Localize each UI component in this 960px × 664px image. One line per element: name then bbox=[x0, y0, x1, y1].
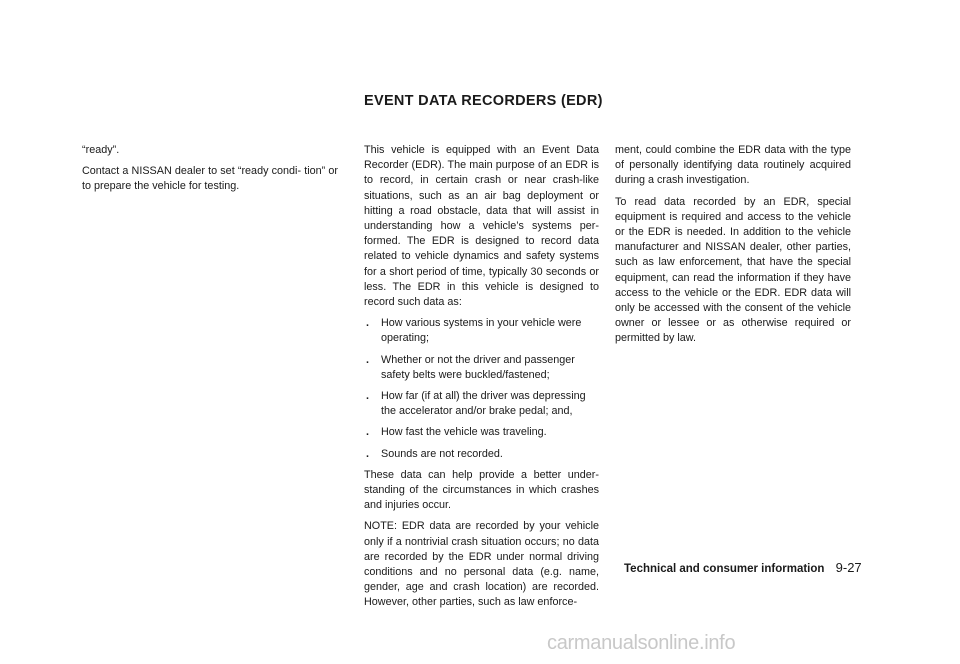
paragraph-note: NOTE: EDR data are recorded by your vehicle only if a nontrivial crash situation occurs; no data are recorded by the EDR under normal driving conditions and no personal data (e.g. name, gender, age and crash location) are recorded. However, other parties, such as law enforce- bbox=[364, 520, 599, 609]
paragraph: To read data recorded by an EDR, special equipment is required and access to the vehicle or the EDR is needed. In addition to the vehicle manufacturer and NISSAN dealer, other parties, such as law enforcement, that have the special equipment, can read the information if they have access to the vehicle or the EDR. EDR data will only be accessed with the consent of the vehicle owner or lessee or as otherwise required or permitted by law. bbox=[615, 195, 851, 345]
list-item: . Whether or not the driver and passenger safety belts were buckled/fastened; bbox=[366, 353, 575, 381]
page-footer bbox=[624, 560, 862, 575]
section-heading: EVENT DATA RECORDERS (EDR) bbox=[364, 93, 603, 109]
bullet-icon: . bbox=[366, 447, 369, 460]
bullet-icon: . bbox=[366, 317, 369, 330]
column-right bbox=[615, 143, 851, 353]
paragraph: Contact a NISSAN dealer to set “ready condi- tion” or to prepare the vehicle for testing. bbox=[82, 165, 338, 193]
page-number: 9-27 bbox=[835, 560, 862, 575]
list-item: . How fast the vehicle was traveling. bbox=[364, 425, 599, 440]
bullet-icon: . bbox=[366, 353, 369, 366]
paragraph-intro: This vehicle is equipped with an Event Data Recorder (EDR). The main purpose of an EDR is to record, in certain crash or near crash-like situations, such as an air bag deployment or hitting a road obstacle, data that will assist in understanding how a vehicle’s systems per- formed. The EDR is designed to record data related to vehicle dynamics and safety systems for a short period of time, typically 30 seconds or less. The EDR in this vehicle is designed to record such data as: bbox=[364, 144, 599, 309]
list-item: . Sounds are not recorded. bbox=[364, 447, 599, 462]
bullet-list bbox=[364, 316, 599, 462]
watermark: carmanualsonline.info bbox=[547, 632, 736, 654]
footer-section-title: Technical and consumer information bbox=[624, 563, 825, 575]
list-item: . How various systems in your vehicle were operating; bbox=[366, 317, 582, 345]
column-left bbox=[82, 143, 338, 201]
paragraph: “ready”. bbox=[82, 144, 120, 156]
list-item: . How far (if at all) the driver was depressing the accelerator and/or brake pedal; and, bbox=[366, 390, 586, 418]
bullet-icon: . bbox=[366, 390, 369, 403]
paragraph: ment, could combine the EDR data with the type of personally identifying data routinely acquired during a crash investigation. bbox=[615, 144, 851, 187]
column-middle bbox=[364, 143, 599, 617]
paragraph: These data can help provide a better under- standing of the circumstances in which crashes and injuries occur. bbox=[364, 468, 599, 512]
bullet-icon: . bbox=[366, 426, 369, 439]
